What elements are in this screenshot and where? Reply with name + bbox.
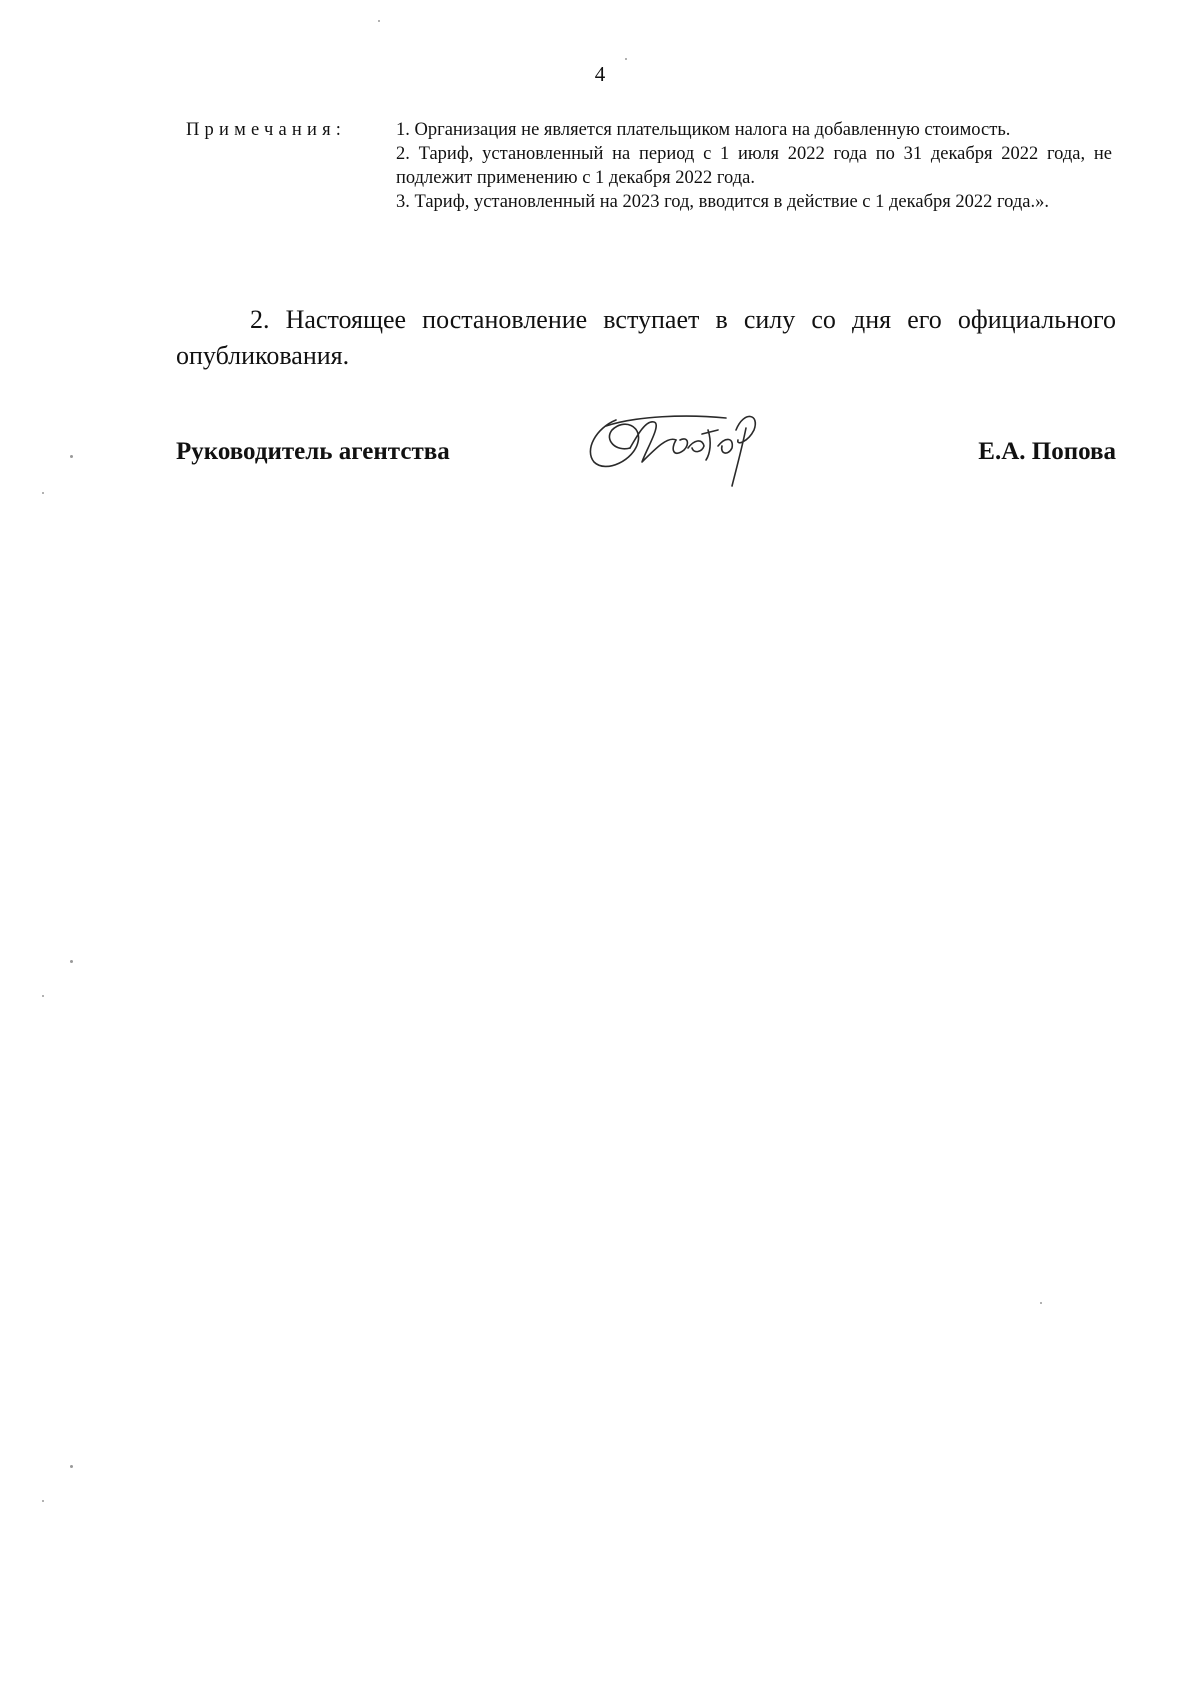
notes-list xyxy=(396,118,1112,214)
page-number: 4 xyxy=(594,62,606,86)
notes-section xyxy=(186,118,1112,214)
scan-speck xyxy=(70,455,73,458)
scan-speck xyxy=(42,995,44,997)
signatory-position: Руководитель агентства xyxy=(176,438,450,465)
scan-speck xyxy=(70,1465,73,1468)
scan-speck xyxy=(1040,1302,1042,1304)
scan-speck xyxy=(70,960,73,963)
notes-label: Примечания: xyxy=(186,120,347,140)
scan-speck xyxy=(42,1500,44,1502)
handwritten-signature xyxy=(576,390,776,490)
scan-speck xyxy=(42,492,44,494)
signatory-name: Е.А. Попова xyxy=(978,438,1116,465)
scan-speck xyxy=(625,58,627,60)
scan-speck xyxy=(378,20,380,22)
note-item: 3. Тариф, установленный на 2023 год, вводится в действие с 1 декабря 2022 года.». xyxy=(396,192,1049,212)
main-paragraph: 2. Настоящее постановление вступает в силу со дня его официального опубликования. xyxy=(176,305,1116,370)
signature-block xyxy=(176,430,1116,490)
note-item: 2. Тариф, установленный на период с 1 июля 2022 года по 31 декабря 2022 года, не подлежит применению с 1 декабря 2022 года. xyxy=(396,144,1112,188)
note-item: 1. Организация не является плательщиком налога на добавленную стоимость. xyxy=(396,120,1011,140)
